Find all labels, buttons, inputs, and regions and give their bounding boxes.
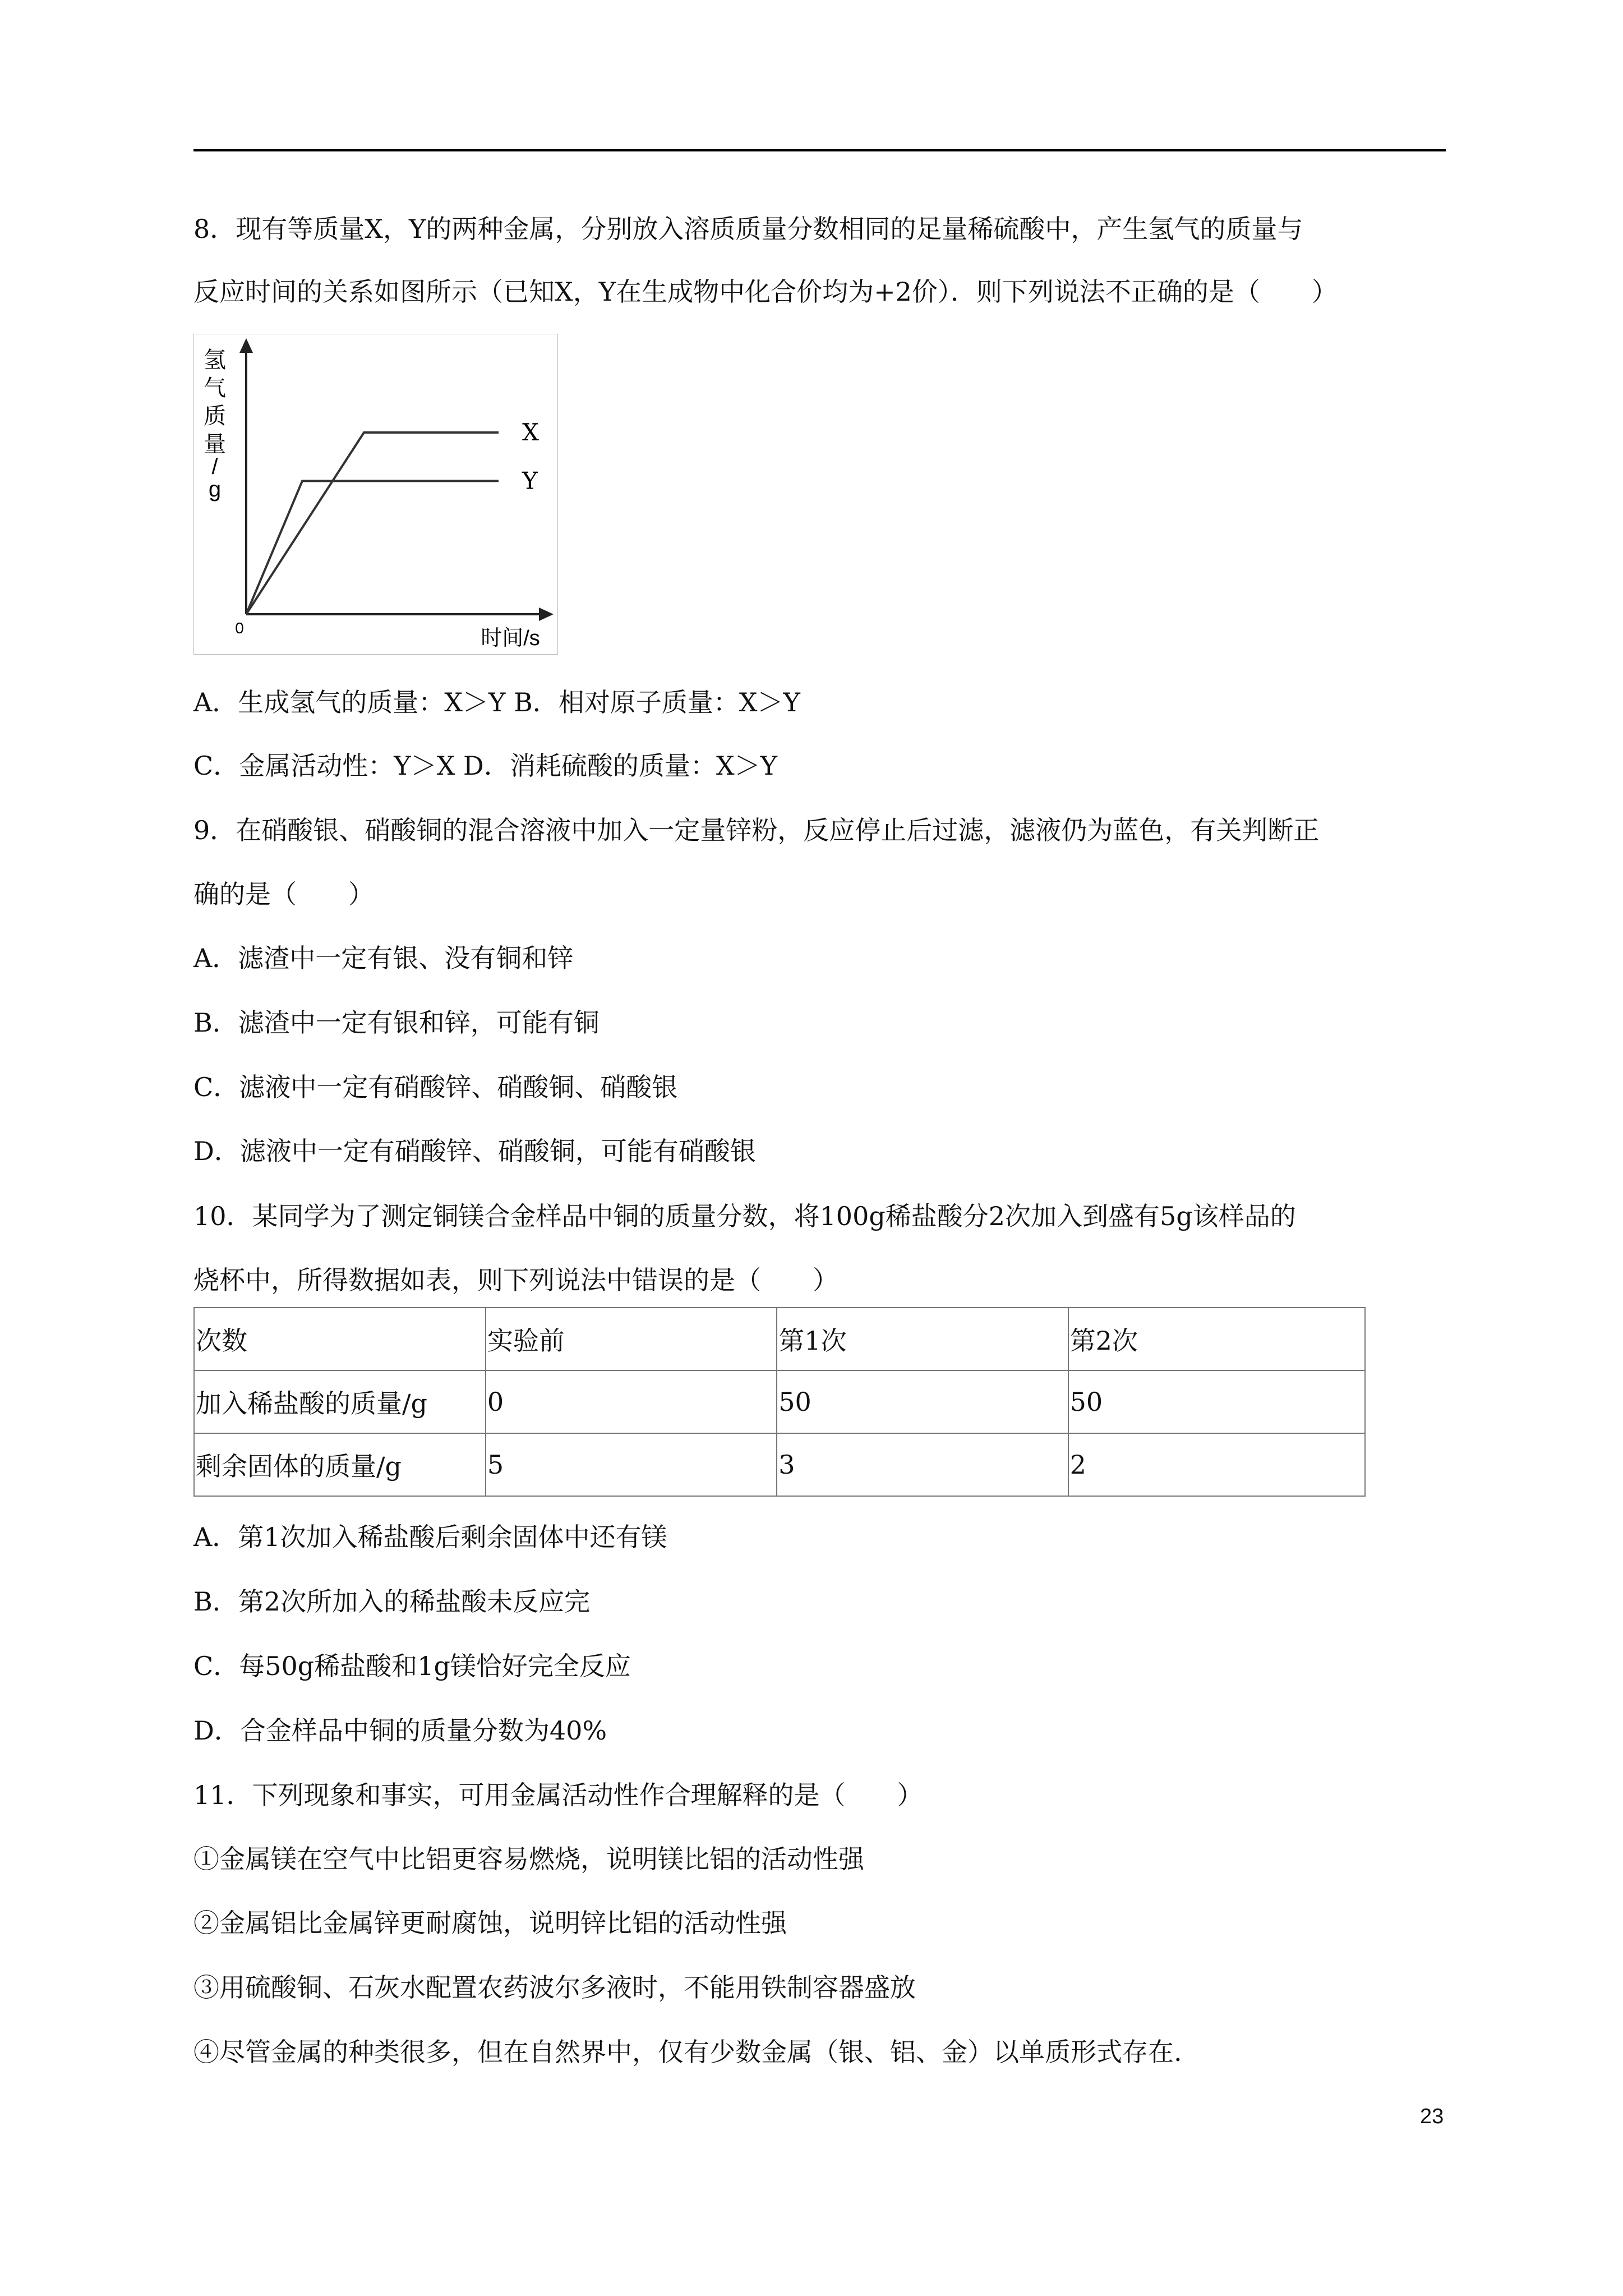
q11-item-3: ③用硫酸铜、石灰水配置农药波尔多液时，不能用铁制容器盛放	[193, 1972, 916, 2003]
table-cell: 5	[486, 1433, 777, 1496]
table-cell: 实验前	[486, 1308, 777, 1370]
q10-stem-line1: 10．某同学为了测定铜镁合金样品中铜的质量分数，将100g稀盐酸分2次加入到盛有5g该样品的	[193, 1201, 1296, 1231]
q9-option-d: D．滤液中一定有硝酸锌、硝酸铜，可能有硝酸银	[193, 1136, 756, 1166]
q9-option-c: C．滤液中一定有硝酸锌、硝酸铜、硝酸银	[193, 1072, 678, 1102]
q9-stem-line1: 9．在硝酸银、硝酸铜的混合溶液中加入一定量锌粉，反应停止后过滤，滤液仍为蓝色，有关判断正	[193, 815, 1320, 845]
series-label-y: Y	[522, 467, 538, 495]
q10-option-a: A．第1次加入稀盐酸后剩余固体中还有镁	[193, 1522, 667, 1552]
table-cell: 2	[1068, 1433, 1365, 1496]
hydrogen-mass-chart	[193, 334, 558, 655]
chart-svg	[193, 334, 558, 655]
header-rule	[193, 149, 1446, 151]
q8-option-line2: C．金属活动性：Y＞X D．消耗硫酸的质量：X＞Y	[193, 751, 777, 781]
series-label-x: X	[522, 418, 539, 446]
q10-stem-line2: 烧杯中，所得数据如表，则下列说法中错误的是（ ）	[193, 1265, 838, 1295]
table-cell: 50	[777, 1370, 1068, 1433]
table-cell: 剩余固体的质量/g	[194, 1433, 486, 1496]
table-cell: 次数	[194, 1308, 486, 1370]
q10-option-b: B．第2次所加入的稀盐酸未反应完	[193, 1586, 591, 1617]
q8-stem-line2: 反应时间的关系如图所示（已知X，Y在生成物中化合价均为+2价）．则下列说法不正确的是（ ）	[193, 277, 1338, 307]
x-axis-label: 时间/s	[481, 627, 540, 650]
q11-item-4: ④尽管金属的种类很多，但在自然界中，仅有少数金属（银、铝、金）以单质形式存在.	[193, 2037, 1182, 2067]
table-row	[194, 1308, 1365, 1370]
y-axis-label-char: /	[211, 454, 218, 479]
q9-option-a: A．滤渣中一定有银、没有铜和锌	[193, 943, 574, 973]
q8-option-line1: A．生成氢气的质量：X＞Y B．相对原子质量：X＞Y	[193, 687, 800, 717]
table-cell: 第2次	[1068, 1308, 1365, 1370]
q9-stem-line2: 确的是（ ）	[193, 879, 374, 909]
q9-option-b: B．滤渣中一定有银和锌，可能有铜	[193, 1007, 600, 1038]
q8-stem-line1: 8．现有等质量X，Y的两种金属，分别放入溶质质量分数相同的足量稀硫酸中，产生氢气的质量与	[193, 214, 1303, 244]
y-axis-label-char: 量	[204, 432, 226, 457]
y-axis-label-char: 气	[204, 376, 226, 401]
y-axis-label-char: g	[208, 477, 222, 501]
chart-frame	[193, 334, 558, 655]
y-axis-label-char: 氢	[204, 348, 226, 372]
q10-option-c: C．每50g稀盐酸和1g镁恰好完全反应	[193, 1651, 631, 1681]
table-cell: 0	[486, 1370, 777, 1433]
table-cell: 第1次	[777, 1308, 1068, 1370]
q11-stem: 11．下列现象和事实，可用金属活动性作合理解释的是（ ）	[193, 1780, 923, 1810]
q11-item-1: ①金属镁在空气中比铝更容易燃烧，说明镁比铝的活动性强	[193, 1844, 864, 1874]
origin-label: 0	[235, 619, 244, 637]
y-axis-label-char: 质	[204, 404, 226, 429]
q10-data-table	[193, 1307, 1366, 1497]
table-cell: 3	[777, 1433, 1068, 1496]
table-row	[194, 1370, 1365, 1433]
table-row	[194, 1433, 1365, 1496]
page-number: 23	[1420, 2105, 1444, 2128]
q10-option-d: D．合金样品中铜的质量分数为40%	[193, 1715, 607, 1746]
table-cell: 50	[1068, 1370, 1365, 1433]
table-cell: 加入稀盐酸的质量/g	[194, 1370, 486, 1433]
q11-item-2: ②金属铝比金属锌更耐腐蚀，说明锌比铝的活动性强	[193, 1908, 787, 1938]
